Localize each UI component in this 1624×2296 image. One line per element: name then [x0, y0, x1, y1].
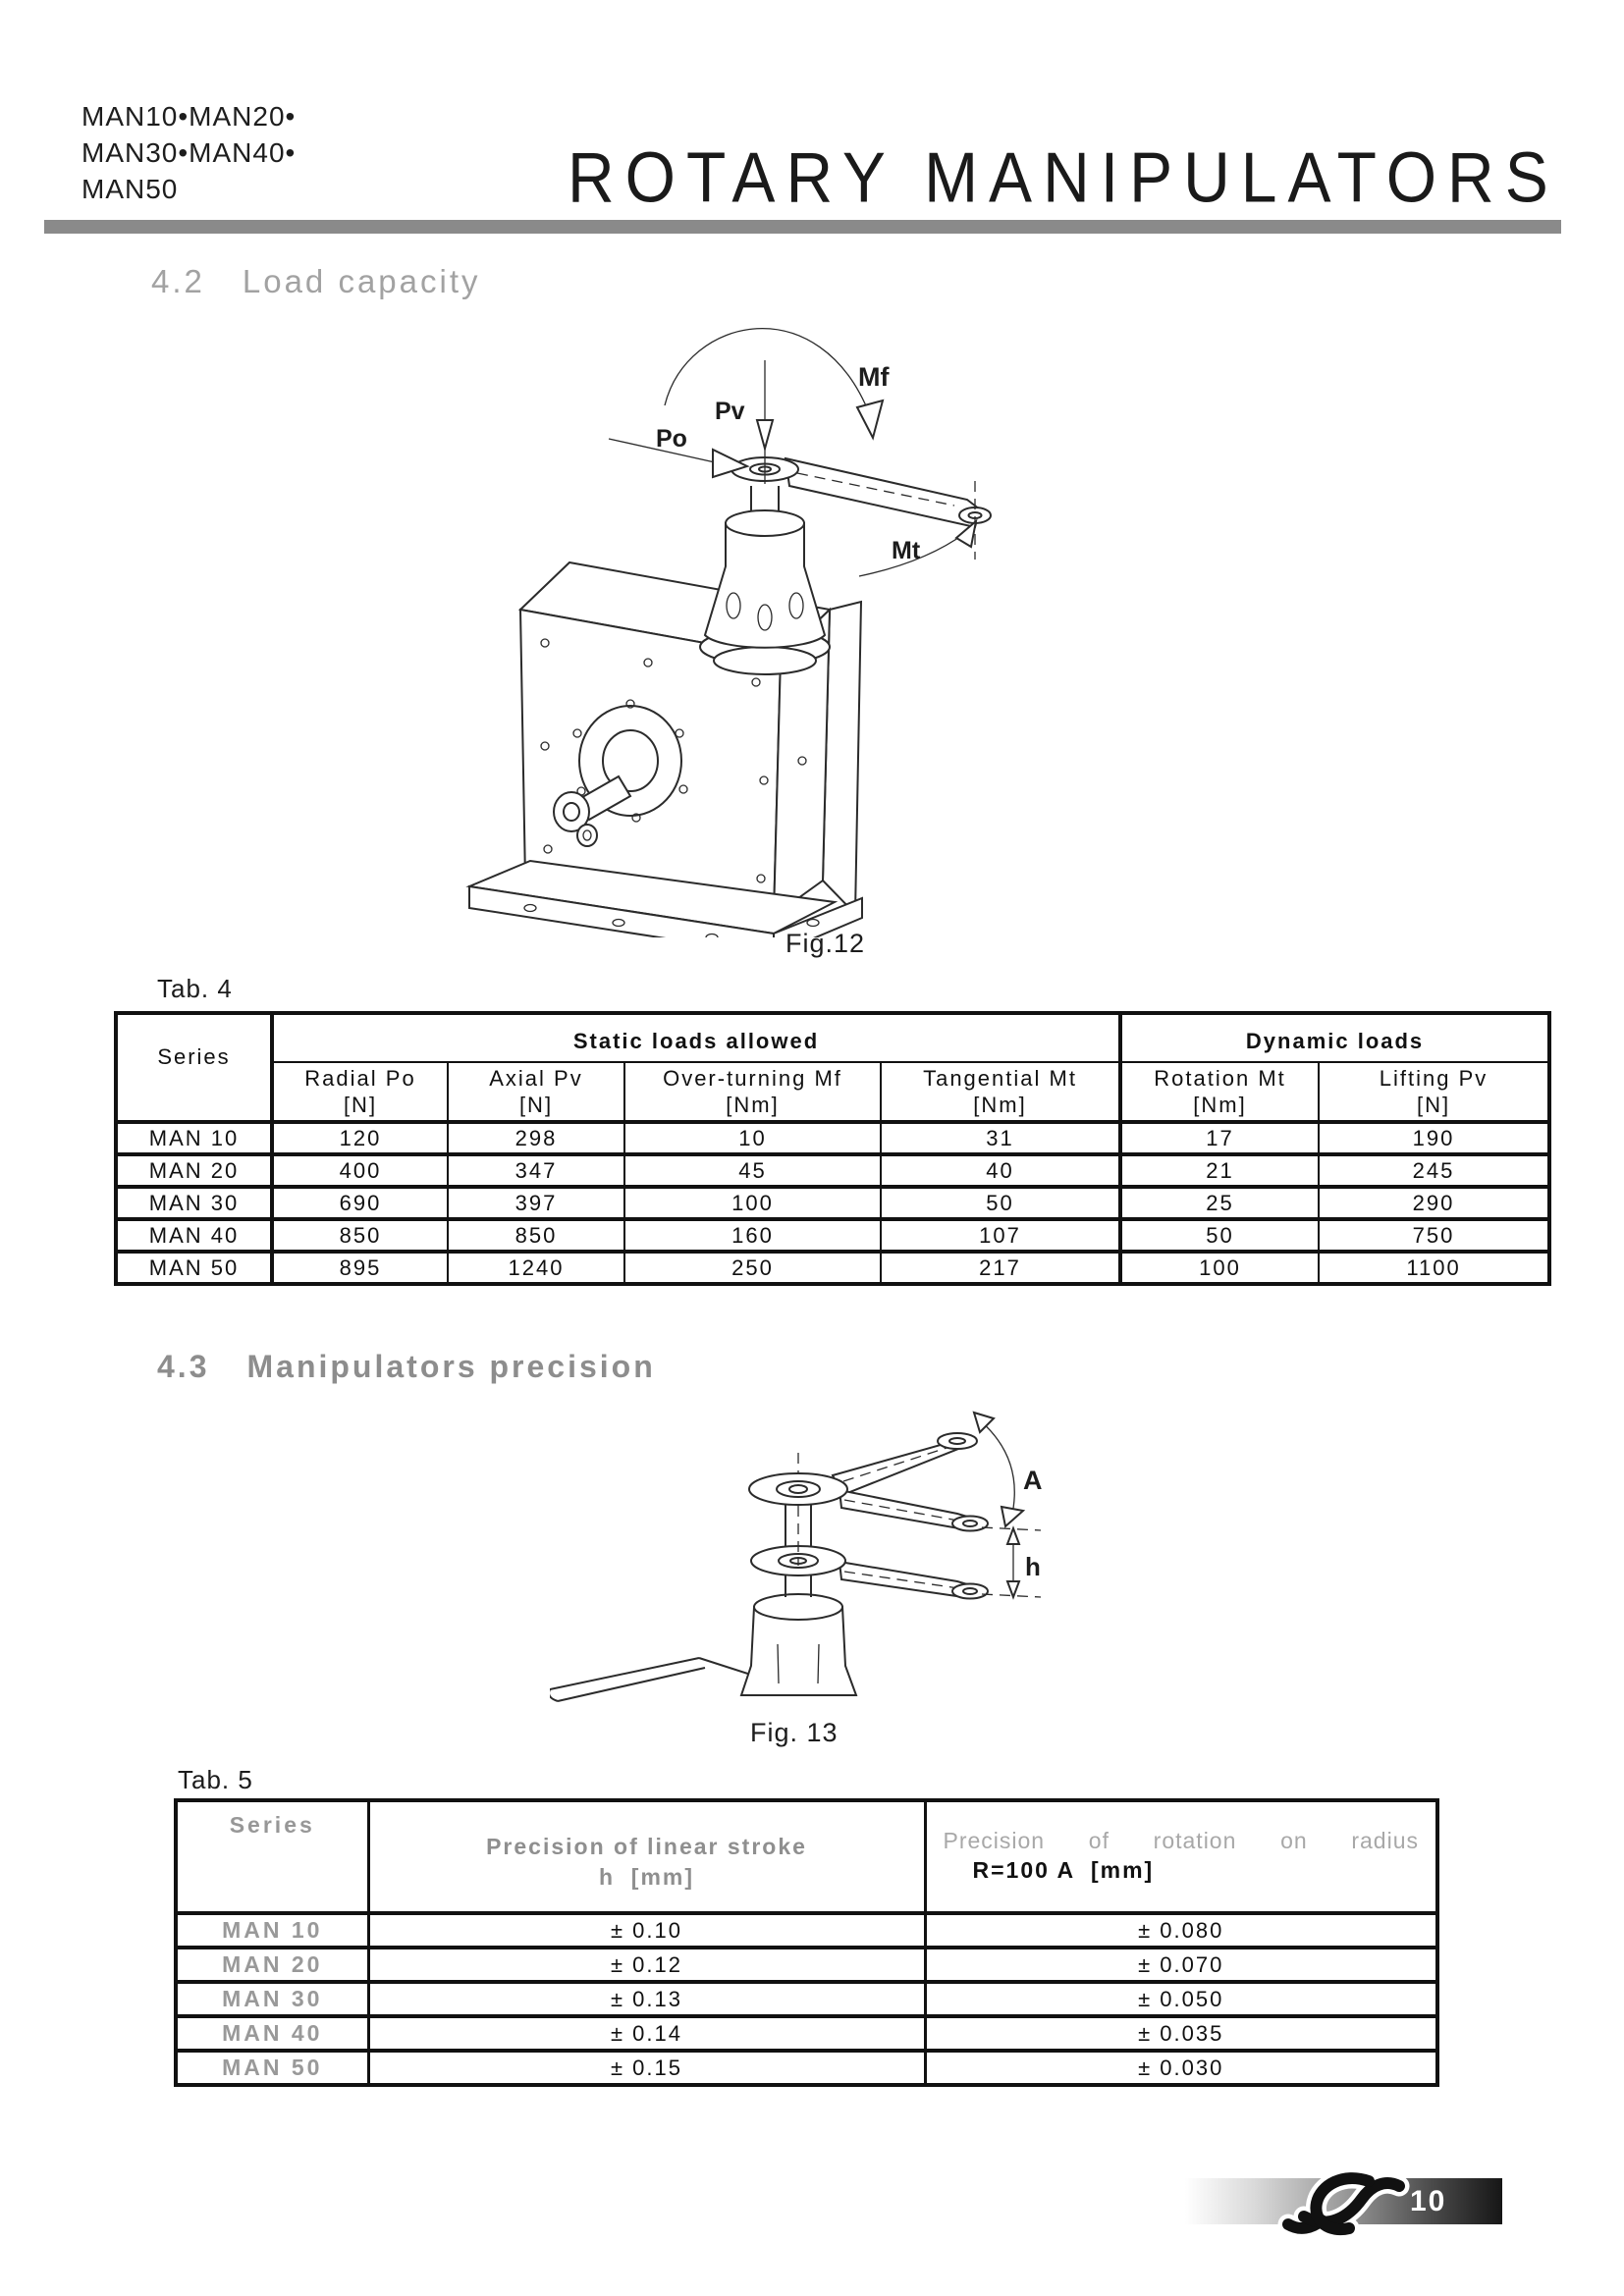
- section-title: Load capacity: [242, 263, 481, 299]
- base-edge: [550, 1689, 558, 1701]
- cell-series: MAN 20: [116, 1154, 272, 1187]
- section-title: Manipulators precision: [246, 1349, 656, 1384]
- table-row-groups: [116, 1013, 1549, 1062]
- precision-table: [174, 1798, 1439, 2087]
- ref-line-upper: [982, 1527, 1041, 1530]
- rotary-arm: [785, 458, 980, 527]
- table-row-columns: [116, 1062, 1549, 1122]
- col-header: [272, 1062, 448, 1122]
- cell-value: 250: [624, 1252, 881, 1284]
- cell-value: 347: [448, 1154, 624, 1187]
- col-unit: [N]: [343, 1093, 378, 1117]
- column-base: [714, 647, 816, 674]
- cell-value: 290: [1319, 1187, 1549, 1219]
- tab4-label: Tab. 4: [157, 974, 233, 1003]
- cell-value: ± 0.15: [368, 2051, 925, 2085]
- col-name: Precision of rotation on radius: [943, 1828, 1419, 1853]
- static-dynamic-loads-table: [114, 1011, 1551, 1286]
- mt-label: Mt: [892, 537, 921, 564]
- cell-series: MAN 30: [116, 1187, 272, 1219]
- cell-value: 1100: [1319, 1252, 1549, 1284]
- section-number: 4.2: [151, 263, 205, 299]
- col-unit: [Nm]: [726, 1093, 780, 1117]
- cell-value: 50: [1120, 1219, 1319, 1252]
- cell-value: 107: [881, 1219, 1120, 1252]
- column-body: [705, 523, 825, 648]
- cell-series: MAN 10: [176, 1913, 368, 1948]
- cell-value: 397: [448, 1187, 624, 1219]
- cell-value: ± 0.070: [925, 1948, 1437, 1982]
- col-header: [1120, 1062, 1319, 1122]
- cell-value: 400: [272, 1154, 448, 1187]
- cell-value: ± 0.080: [925, 1913, 1437, 1948]
- cell-value: 25: [1120, 1187, 1319, 1219]
- brand-knot-logo-icon: [1274, 2156, 1412, 2246]
- page-number: 10: [1410, 2185, 1447, 2217]
- col-unit: [N]: [1416, 1093, 1451, 1117]
- model-list: [81, 98, 296, 207]
- po-label: Po: [656, 425, 687, 453]
- model-line: MAN30•MAN40•: [81, 137, 297, 168]
- col-unit: R=100 A [mm]: [972, 1857, 1155, 1883]
- table-row: [116, 1252, 1549, 1284]
- col-header-linear: [368, 1800, 925, 1913]
- cell-value: 690: [272, 1187, 448, 1219]
- cell-value: 21: [1120, 1154, 1319, 1187]
- base-line: [699, 1658, 754, 1676]
- lower-arm-bore: [963, 1588, 977, 1594]
- cell-value: 895: [272, 1252, 448, 1284]
- cell-value: ± 0.14: [368, 2016, 925, 2051]
- cell-series: MAN 40: [116, 1219, 272, 1252]
- mf-arc: [665, 329, 870, 415]
- table-row: [176, 1913, 1437, 1948]
- table-row: [176, 2016, 1437, 2051]
- fig12-caption: Fig.12: [785, 929, 866, 958]
- cell-value: 850: [272, 1219, 448, 1252]
- fig13-drawing: [550, 1399, 1139, 1715]
- fig12-drawing: [324, 250, 1070, 937]
- cell-value: 850: [448, 1219, 624, 1252]
- table-row: [176, 1982, 1437, 2016]
- col-unit: h [mm]: [598, 1864, 695, 1890]
- cell-value: ± 0.050: [925, 1982, 1437, 2016]
- upper-arm-bore2: [963, 1521, 977, 1526]
- h-label: h: [1025, 1552, 1041, 1581]
- cell-value: ± 0.10: [368, 1913, 925, 1948]
- column-top: [754, 1594, 842, 1620]
- angle-a-arrow-icon: [1001, 1507, 1023, 1526]
- cell-value: 245: [1319, 1154, 1549, 1187]
- angle-a-label: A: [1023, 1466, 1043, 1495]
- section-heading-precision: [157, 1349, 656, 1385]
- fig13-caption: Fig. 13: [750, 1718, 839, 1747]
- cell-value: 217: [881, 1252, 1120, 1284]
- col-name: Precision of linear stroke: [486, 1834, 807, 1859]
- pv-arrow-icon: [757, 420, 773, 449]
- cell-value: 190: [1319, 1122, 1549, 1154]
- table-row: [116, 1187, 1549, 1219]
- angle-a-arc: [980, 1420, 1014, 1519]
- cell-series: MAN 50: [176, 2051, 368, 2085]
- col-header: [1319, 1062, 1549, 1122]
- cell-value: 45: [624, 1154, 881, 1187]
- col-header: [448, 1062, 624, 1122]
- col-name: Lifting Pv: [1379, 1066, 1489, 1091]
- angle-a-arrow-icon: [974, 1413, 994, 1432]
- cell-value: 100: [1120, 1252, 1319, 1284]
- col-header: [624, 1062, 881, 1122]
- upper-arm-bore: [949, 1438, 965, 1444]
- table-row: [116, 1154, 1549, 1187]
- col-name: Over-turning Mf: [663, 1066, 842, 1091]
- table-row-header: [176, 1800, 1437, 1913]
- model-line: MAN10•MAN20•: [81, 101, 297, 132]
- col-unit: [N]: [518, 1093, 554, 1117]
- cell-value: 31: [881, 1122, 1120, 1154]
- cell-series: MAN 10: [116, 1122, 272, 1154]
- table-row: [176, 2051, 1437, 2085]
- col-name: Axial Pv: [489, 1066, 583, 1091]
- cell-value: 750: [1319, 1219, 1549, 1252]
- cell-value: ± 0.035: [925, 2016, 1437, 2051]
- group-header-dynamic: Dynamic loads: [1120, 1013, 1549, 1062]
- cell-value: 298: [448, 1122, 624, 1154]
- mf-arrow-icon: [857, 400, 883, 438]
- cell-value: 1240: [448, 1252, 624, 1284]
- cell-value: 120: [272, 1122, 448, 1154]
- table-row: [116, 1122, 1549, 1154]
- page-title: ROTARY MANIPULATORS: [568, 136, 1559, 217]
- col-header: [881, 1062, 1120, 1122]
- cell-series: MAN 50: [116, 1252, 272, 1284]
- section-number: 4.3: [157, 1349, 210, 1384]
- col-name: Rotation Mt: [1154, 1066, 1286, 1091]
- title-divider-bar: [44, 220, 1561, 234]
- cell-value: ± 0.12: [368, 1948, 925, 1982]
- col-header-rotation: [925, 1800, 1437, 1913]
- pv-label: Pv: [715, 398, 745, 425]
- column-top: [726, 510, 804, 536]
- cell-value: 40: [881, 1154, 1120, 1187]
- col-unit: [Nm]: [1193, 1093, 1247, 1117]
- shaft-hub-bore: [564, 803, 579, 821]
- cell-series: MAN 20: [176, 1948, 368, 1982]
- col-header-series: Series: [116, 1013, 272, 1122]
- cell-value: 50: [881, 1187, 1120, 1219]
- group-header-static: Static loads allowed: [272, 1013, 1120, 1062]
- upper-pivot-bore: [789, 1485, 807, 1493]
- col-unit: [Nm]: [973, 1093, 1027, 1117]
- h-arrow-icon: [1007, 1528, 1019, 1544]
- cell-value: ± 0.030: [925, 2051, 1437, 2085]
- h-arrow-icon: [1007, 1581, 1019, 1597]
- col-header-series: Series: [176, 1800, 368, 1913]
- col-name: Tangential Mt: [923, 1066, 1077, 1091]
- table-row: [116, 1219, 1549, 1252]
- cell-value: ± 0.13: [368, 1982, 925, 2016]
- cell-series: MAN 30: [176, 1982, 368, 2016]
- cell-value: 10: [624, 1122, 881, 1154]
- cell-value: 17: [1120, 1122, 1319, 1154]
- tab5-label: Tab. 5: [178, 1765, 253, 1794]
- model-line: MAN50: [81, 174, 179, 204]
- col-name: Radial Po: [304, 1066, 416, 1091]
- cell-series: MAN 40: [176, 2016, 368, 2051]
- cell-value: 160: [624, 1219, 881, 1252]
- table-row: [176, 1948, 1437, 1982]
- cell-value: 100: [624, 1187, 881, 1219]
- mf-label: Mf: [858, 362, 890, 392]
- shaft-end: [577, 825, 597, 846]
